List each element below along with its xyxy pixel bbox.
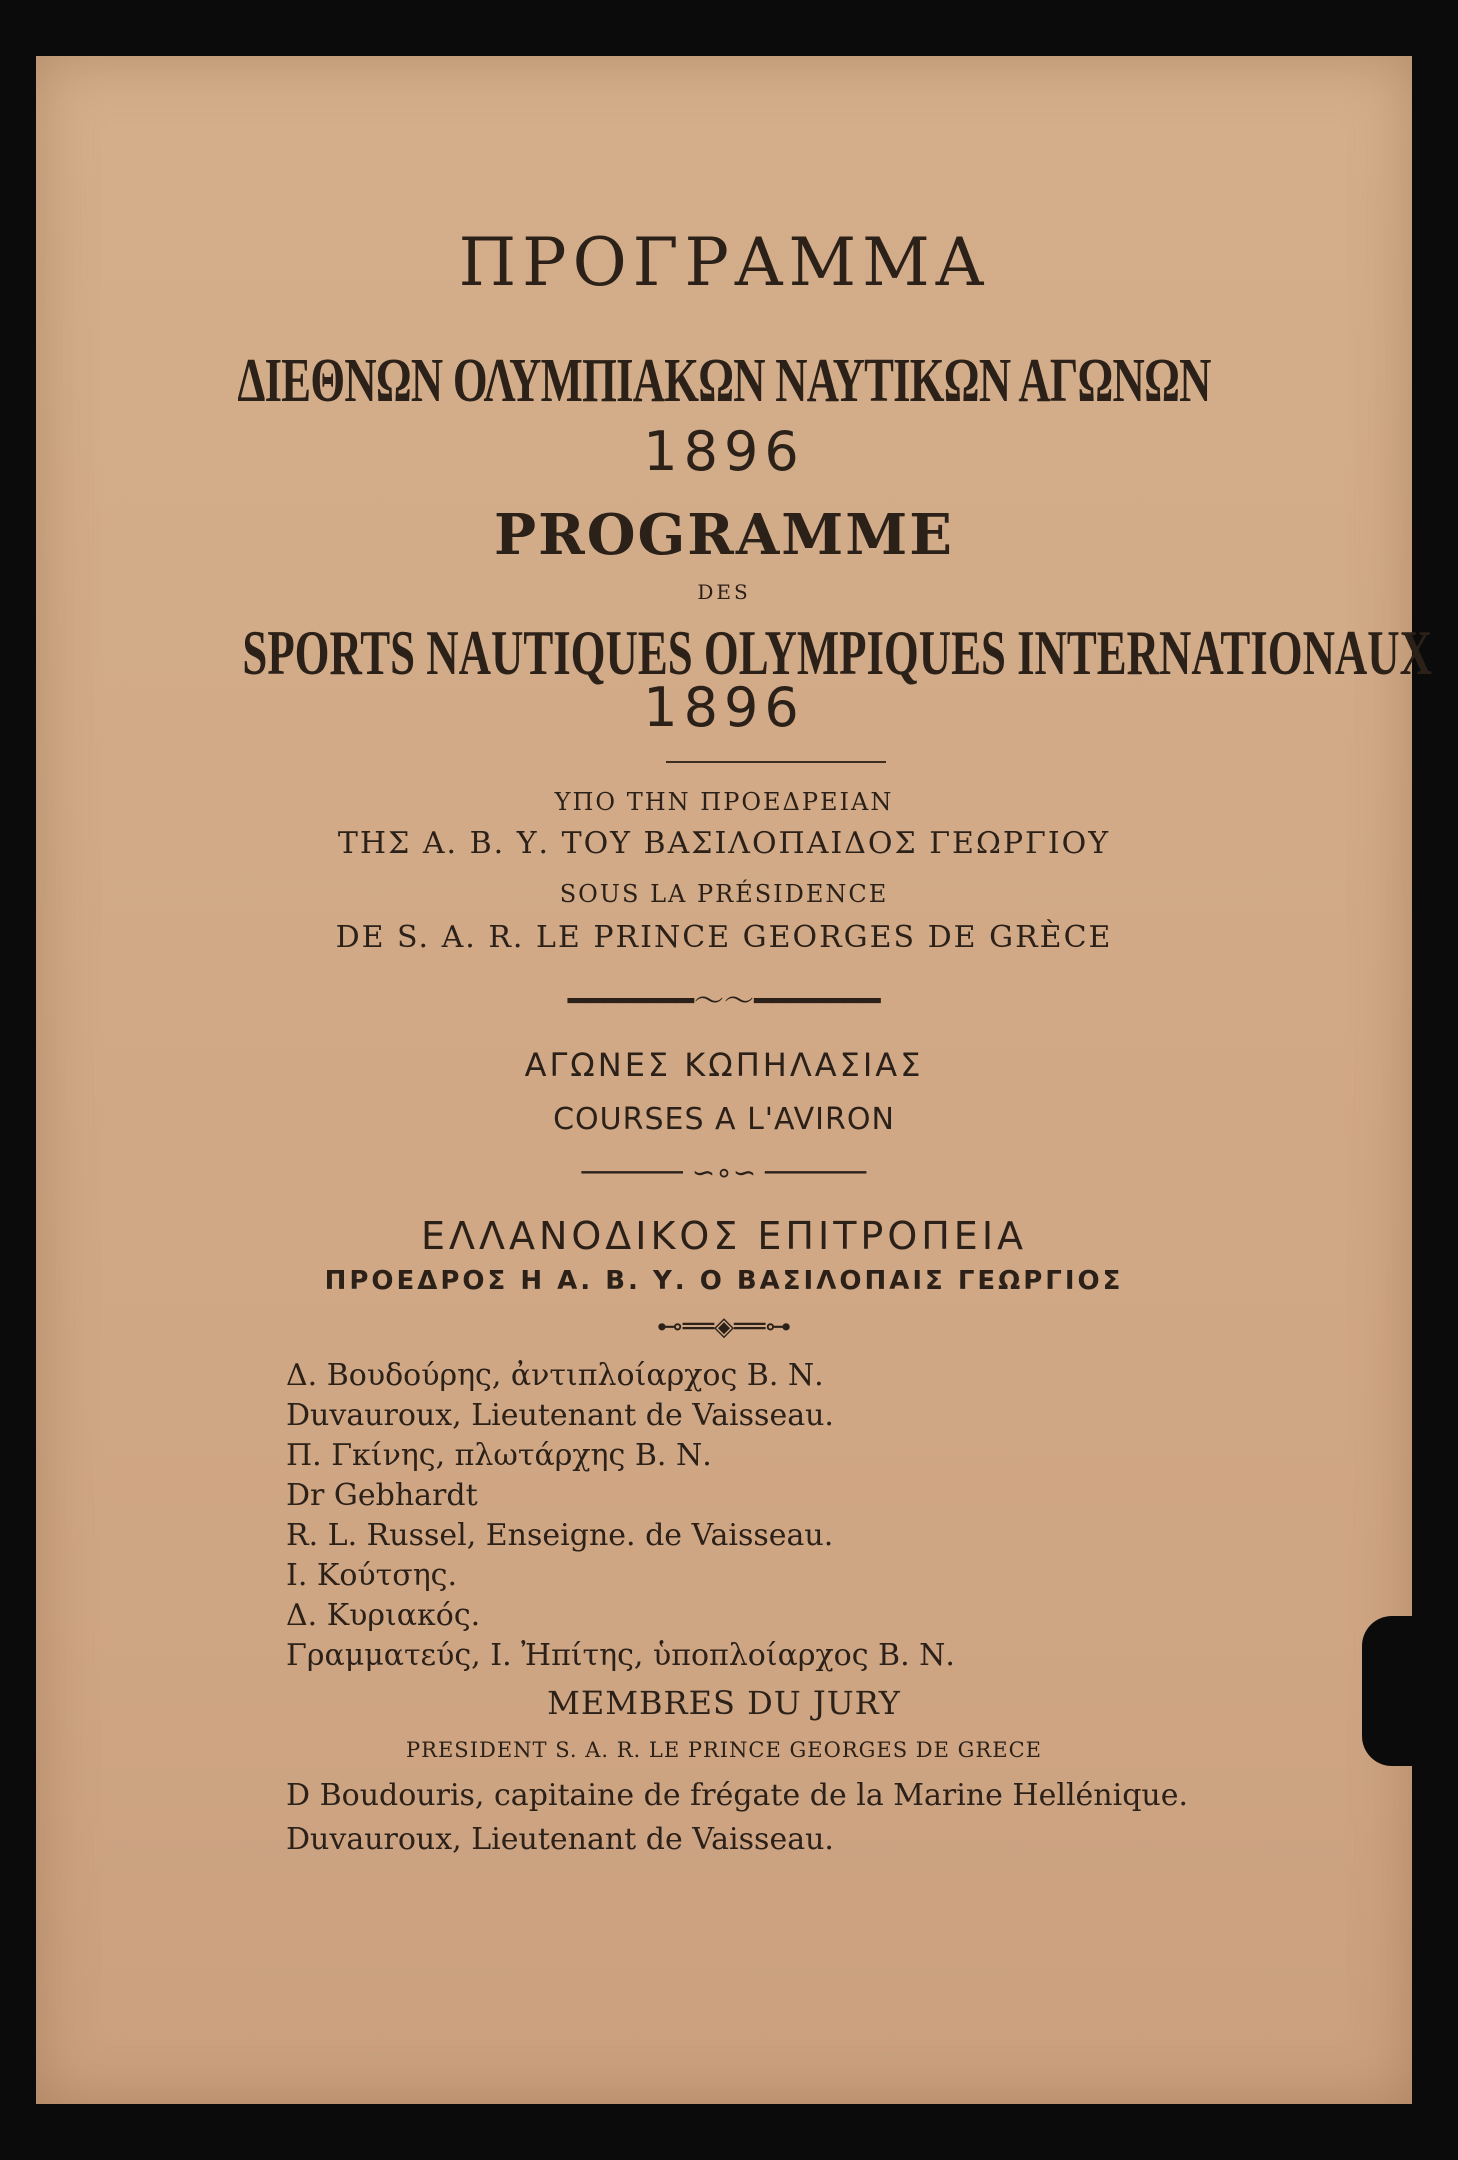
patronage-greek-1: ΥΠΟ ΤΗΝ ΠΡΟΕΔΡΕΙΑΝ xyxy=(554,788,894,816)
divider-rule xyxy=(666,761,886,763)
jury-title: MEMBRES DU JURY xyxy=(547,1684,901,1722)
list-item: Γραμματεύς, Ι. Ἠπίτης, ὑποπλοίαρχος Β. Ν. xyxy=(286,1638,955,1673)
french-title: PROGRAMME xyxy=(494,502,954,568)
list-item: Δ. Βουδούρης, ἀντιπλοίαρχος Β. Ν. xyxy=(286,1358,824,1393)
list-item: Dr Gebhardt xyxy=(286,1478,478,1513)
des-label: DES xyxy=(697,580,751,604)
greek-title: ΠΡΟΓΡΑΜΜΑ xyxy=(458,224,990,301)
list-item: Duvauroux, Lieutenant de Vaisseau. xyxy=(286,1822,834,1857)
list-item: R. L. Russel, Enseigne. de Vaisseau. xyxy=(286,1518,834,1553)
year-french: 1896 xyxy=(643,676,805,739)
year-greek: 1896 xyxy=(643,420,805,483)
list-item: Π. Γκίνης, πλωτάρχης Β. Ν. xyxy=(286,1438,712,1473)
patronage-greek-2: ΤΗΣ Α. Β. Υ. ΤΟΥ ΒΑΣΙΛΟΠΑΙΔΟΣ ΓΕΩΡΓΙΟΥ xyxy=(337,826,1111,861)
ornament-divider-icon: ━━━━━━━〜〜━━━━━━━ xyxy=(567,984,881,1019)
list-item: Δ. Κυριακός. xyxy=(286,1598,481,1633)
list-item: D Boudouris, capitaine de frégate de la Marine Hellénique. xyxy=(286,1778,1189,1813)
section-french: COURSES A L'AVIRON xyxy=(553,1102,895,1137)
list-item: Ι. Κούτσης. xyxy=(286,1558,458,1593)
ornament-scroll-icon: ────── ∽∘∽ ────── xyxy=(581,1156,867,1189)
program-page xyxy=(36,56,1432,2104)
committee-list xyxy=(286,1356,955,1676)
jury-list xyxy=(286,1774,1188,1862)
patronage-french-2: DE S. A. R. LE PRINCE GEORGES DE GRÈCE xyxy=(335,920,1113,955)
patronage-french-1: SOUS LA PRÉSIDENCE xyxy=(559,880,889,908)
jury-president: PRESIDENT S. A. R. LE PRINCE GEORGES DE GRECE xyxy=(406,1738,1042,1762)
greek-subtitle: ΔΙΕΘΝΩΝ ΟΛΥΜΠΙΑΚΩΝ ΝΑΥΤΙΚΩΝ ΑΓΩΝΩΝ xyxy=(237,347,1211,415)
french-subtitle: SPORTS NAUTIQUES OLYMPIQUES INTERNATIONAUX xyxy=(242,617,1432,688)
list-item: Duvauroux, Lieutenant de Vaisseau. xyxy=(286,1398,834,1433)
section-greek: ΑΓΩΝΕΣ ΚΩΠΗΛΑΣΙΑΣ xyxy=(524,1046,924,1084)
committee-title: ΕΛΛΑΝΟΔΙΚΟΣ ΕΠΙΤΡΟΠΕΙΑ xyxy=(420,1214,1028,1258)
committee-president: ΠΡΟΕΔΡΟΣ Η Α. Β. Υ. Ο ΒΑΣΙΛΟΠΑΙΣ ΓΕΩΡΓΙΟΣ xyxy=(324,1266,1124,1296)
ornament-flourish-icon: ⊷══◈══⊶ xyxy=(656,1312,792,1342)
